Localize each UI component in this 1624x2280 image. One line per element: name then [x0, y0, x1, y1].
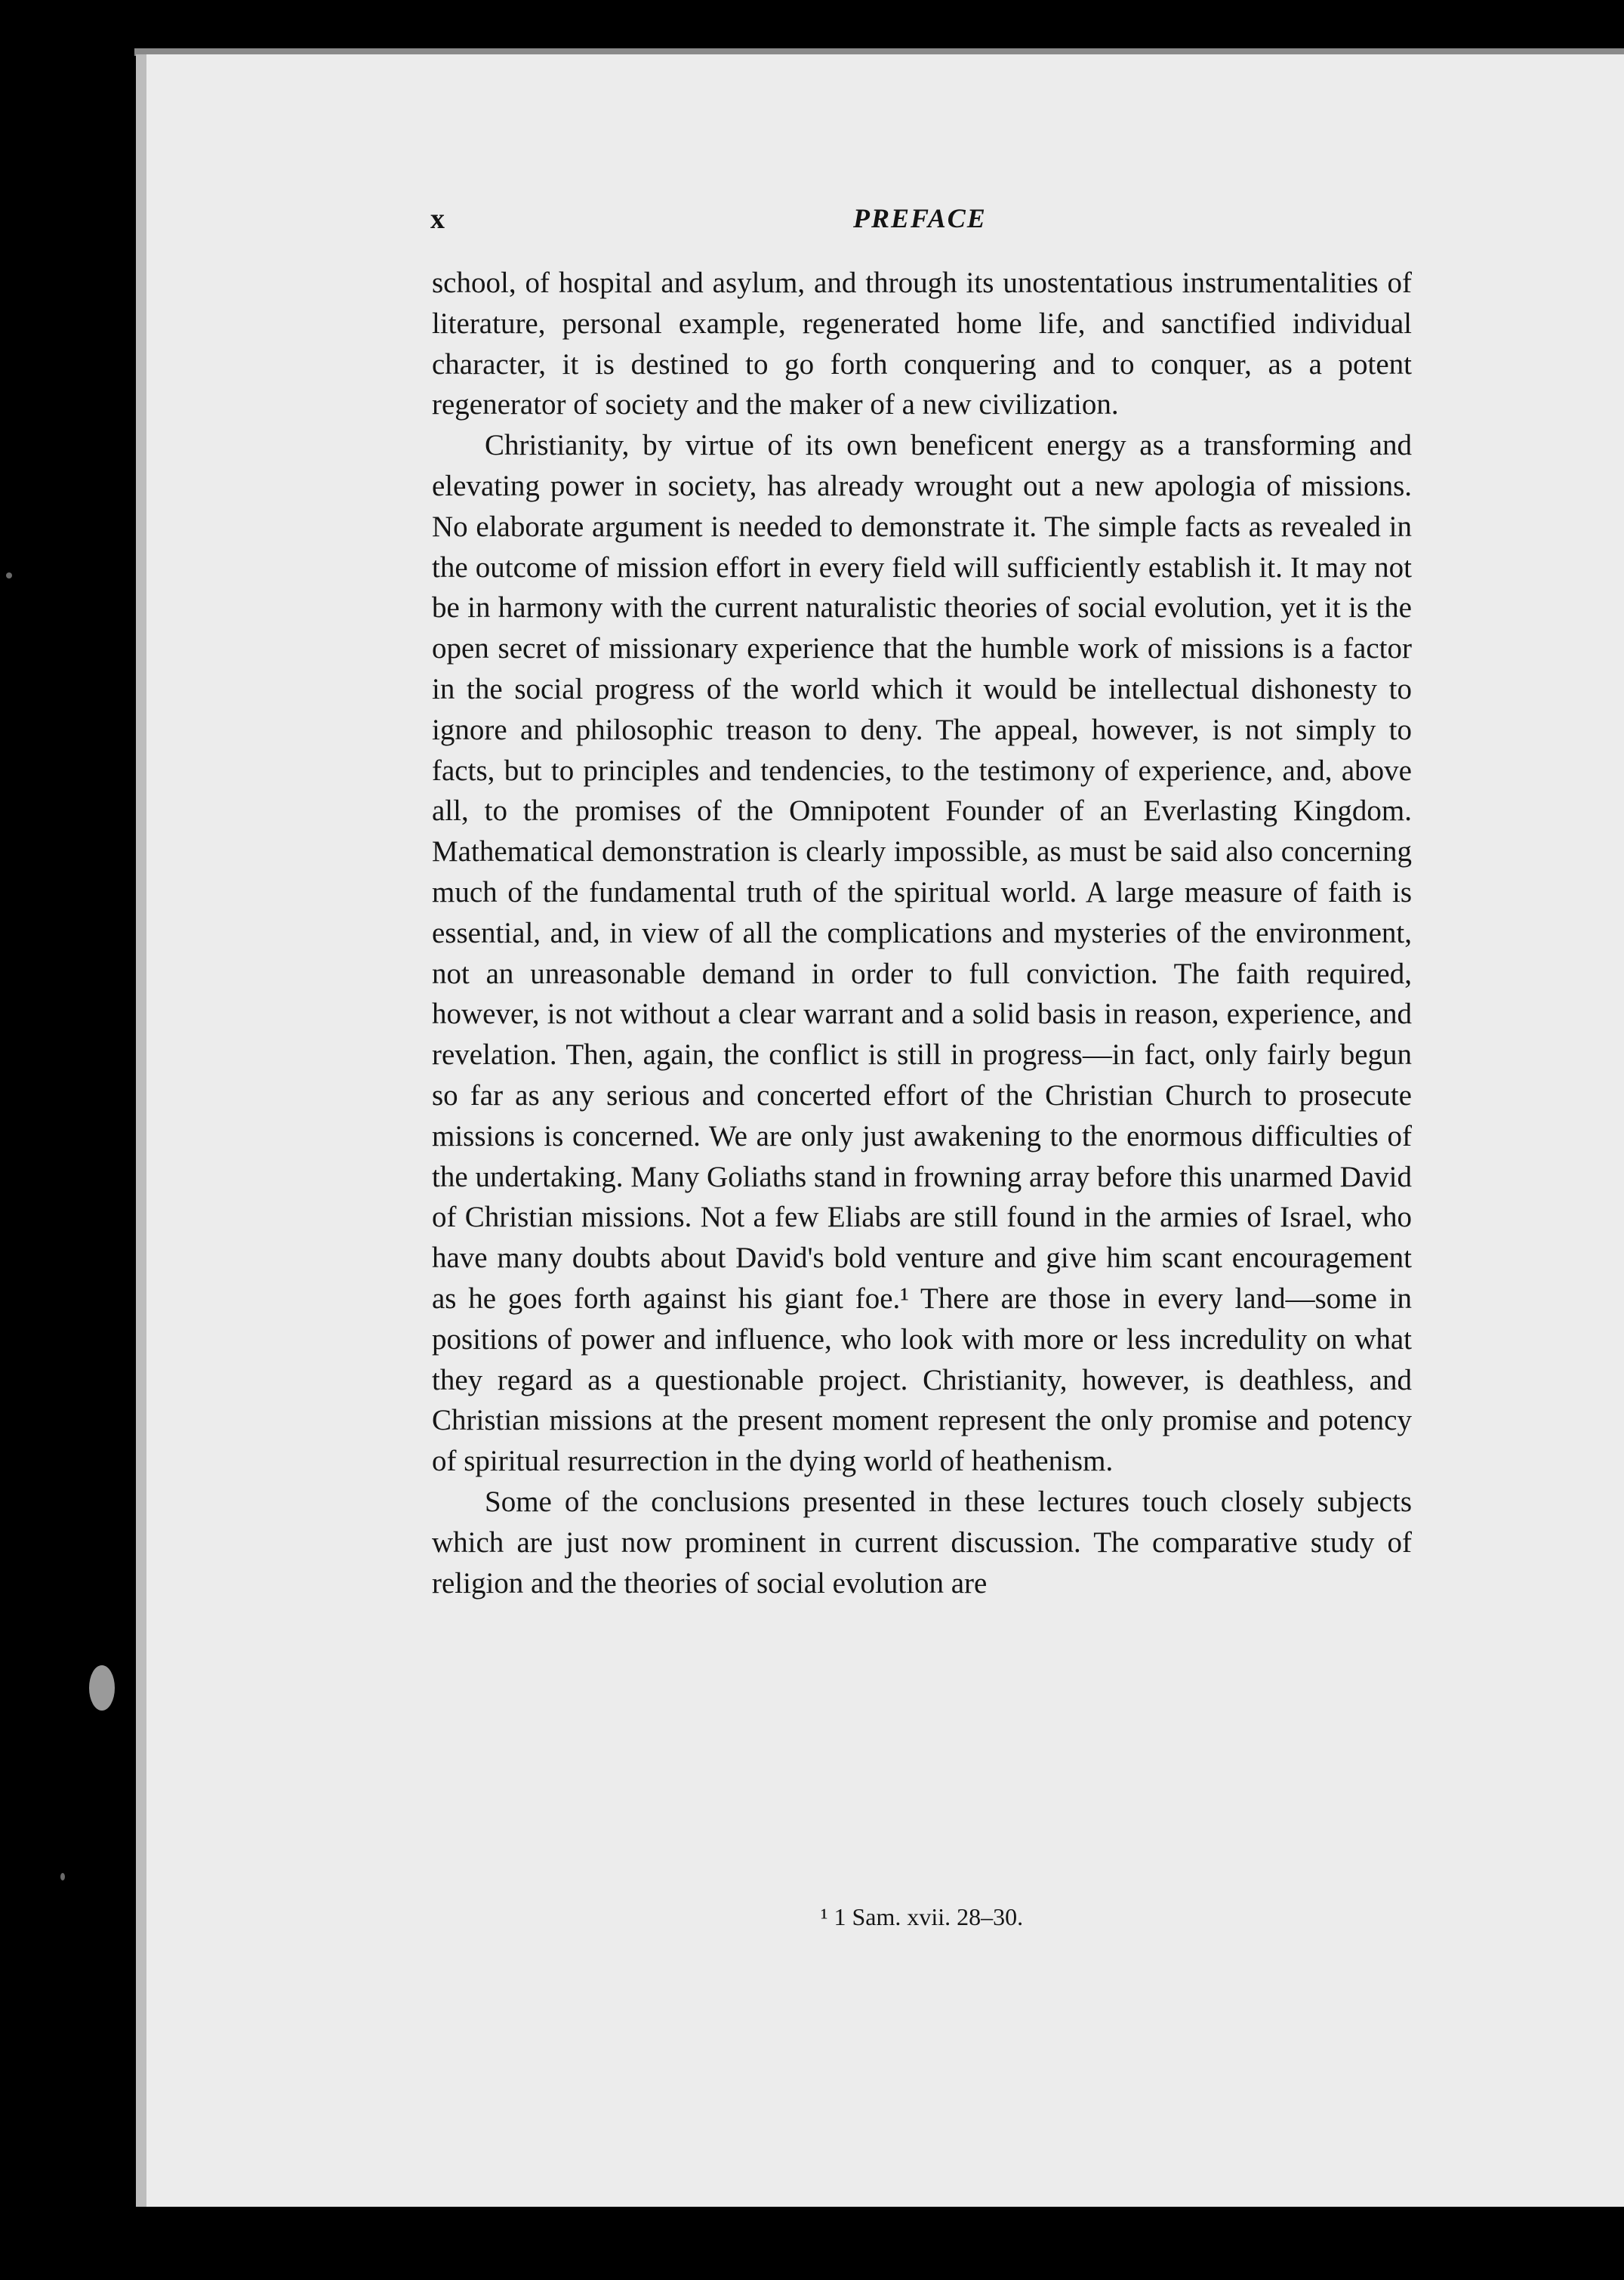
paragraph-apologia: Christianity, by virtue of its own beneficent energy as a transforming and elevating power in society, has already wrought out a new apologia of missions. No elaborate argument is needed to demonstrate it. The simple facts as revealed in the outcome of mission effort in every field will sufficiently establish it. It may not be in harmony with the current naturalistic theories of social evolution, yet it is the open secret of missionary experience that the humble work of missions is a factor in the social progress of the world which it would be intellectual dishonesty to ignore and philosophic treason to deny. The appeal, however, is not simply to facts, but to principles and tendencies, to the testimony of experience, and, above all, to the promises of the Omnipotent Founder of an Everlasting Kingdom. Mathematical demonstration is clearly impossible, as must be said also concerning much of the fundamental truth of the spiritual world. A large measure of faith is essential, and, in view of all the complications and mysteries of the environment, not an unreasonable demand in order to full conviction. The faith required, however, is not without a clear warrant and a solid basis in reason, experience, and revelation. Then, again, the conflict is still in progress—in fact, only fairly begun so far as any serious and concerted effort of the Christian Church to prosecute missions is concerned. We are only just awakening to the enormous difficulties of the undertaking. Many Goliaths stand in frowning array before this unarmed David of Christian missions. Not a few Eliabs are still found in the armies of Israel, who have many doubts about David's bold venture and give him scant encouragement as he goes forth against his giant foe.¹ There are those in every land—some in positions of power and influence, who look with more or less incredulity on what they regard as a questionable project. Christianity, however, is deathless, and Christian missions at the present moment represent the only promise and potency of spiritual resurrection in the dying world of heathenism. [432, 429, 1412, 1478]
running-title: PREFACE [853, 203, 987, 233]
paragraph-continued: school, of hospital and asylum, and through its unostentatious instrumentalities of literature, personal example, regenerated home life, and sanctified individual character, it is destined to go forth conquering and to conquer, as a potent regenerator of society and the maker of a new civilization. [432, 267, 1412, 421]
page-header [430, 202, 1412, 239]
footnote: ¹ 1 Sam. xvii. 28–30. [820, 1903, 1024, 1930]
scan-artifact [6, 572, 12, 578]
page-number: x [430, 203, 445, 235]
scan-artifact [60, 1873, 65, 1880]
scan-artifact [89, 1665, 115, 1711]
paragraph-conclusions: Some of the conclusions presented in these lectures touch closely subjects which are just now prominent in current discussion. The comparative study of religion and the theories of social evolution are [432, 1485, 1412, 1600]
page-body [432, 263, 1412, 1603]
